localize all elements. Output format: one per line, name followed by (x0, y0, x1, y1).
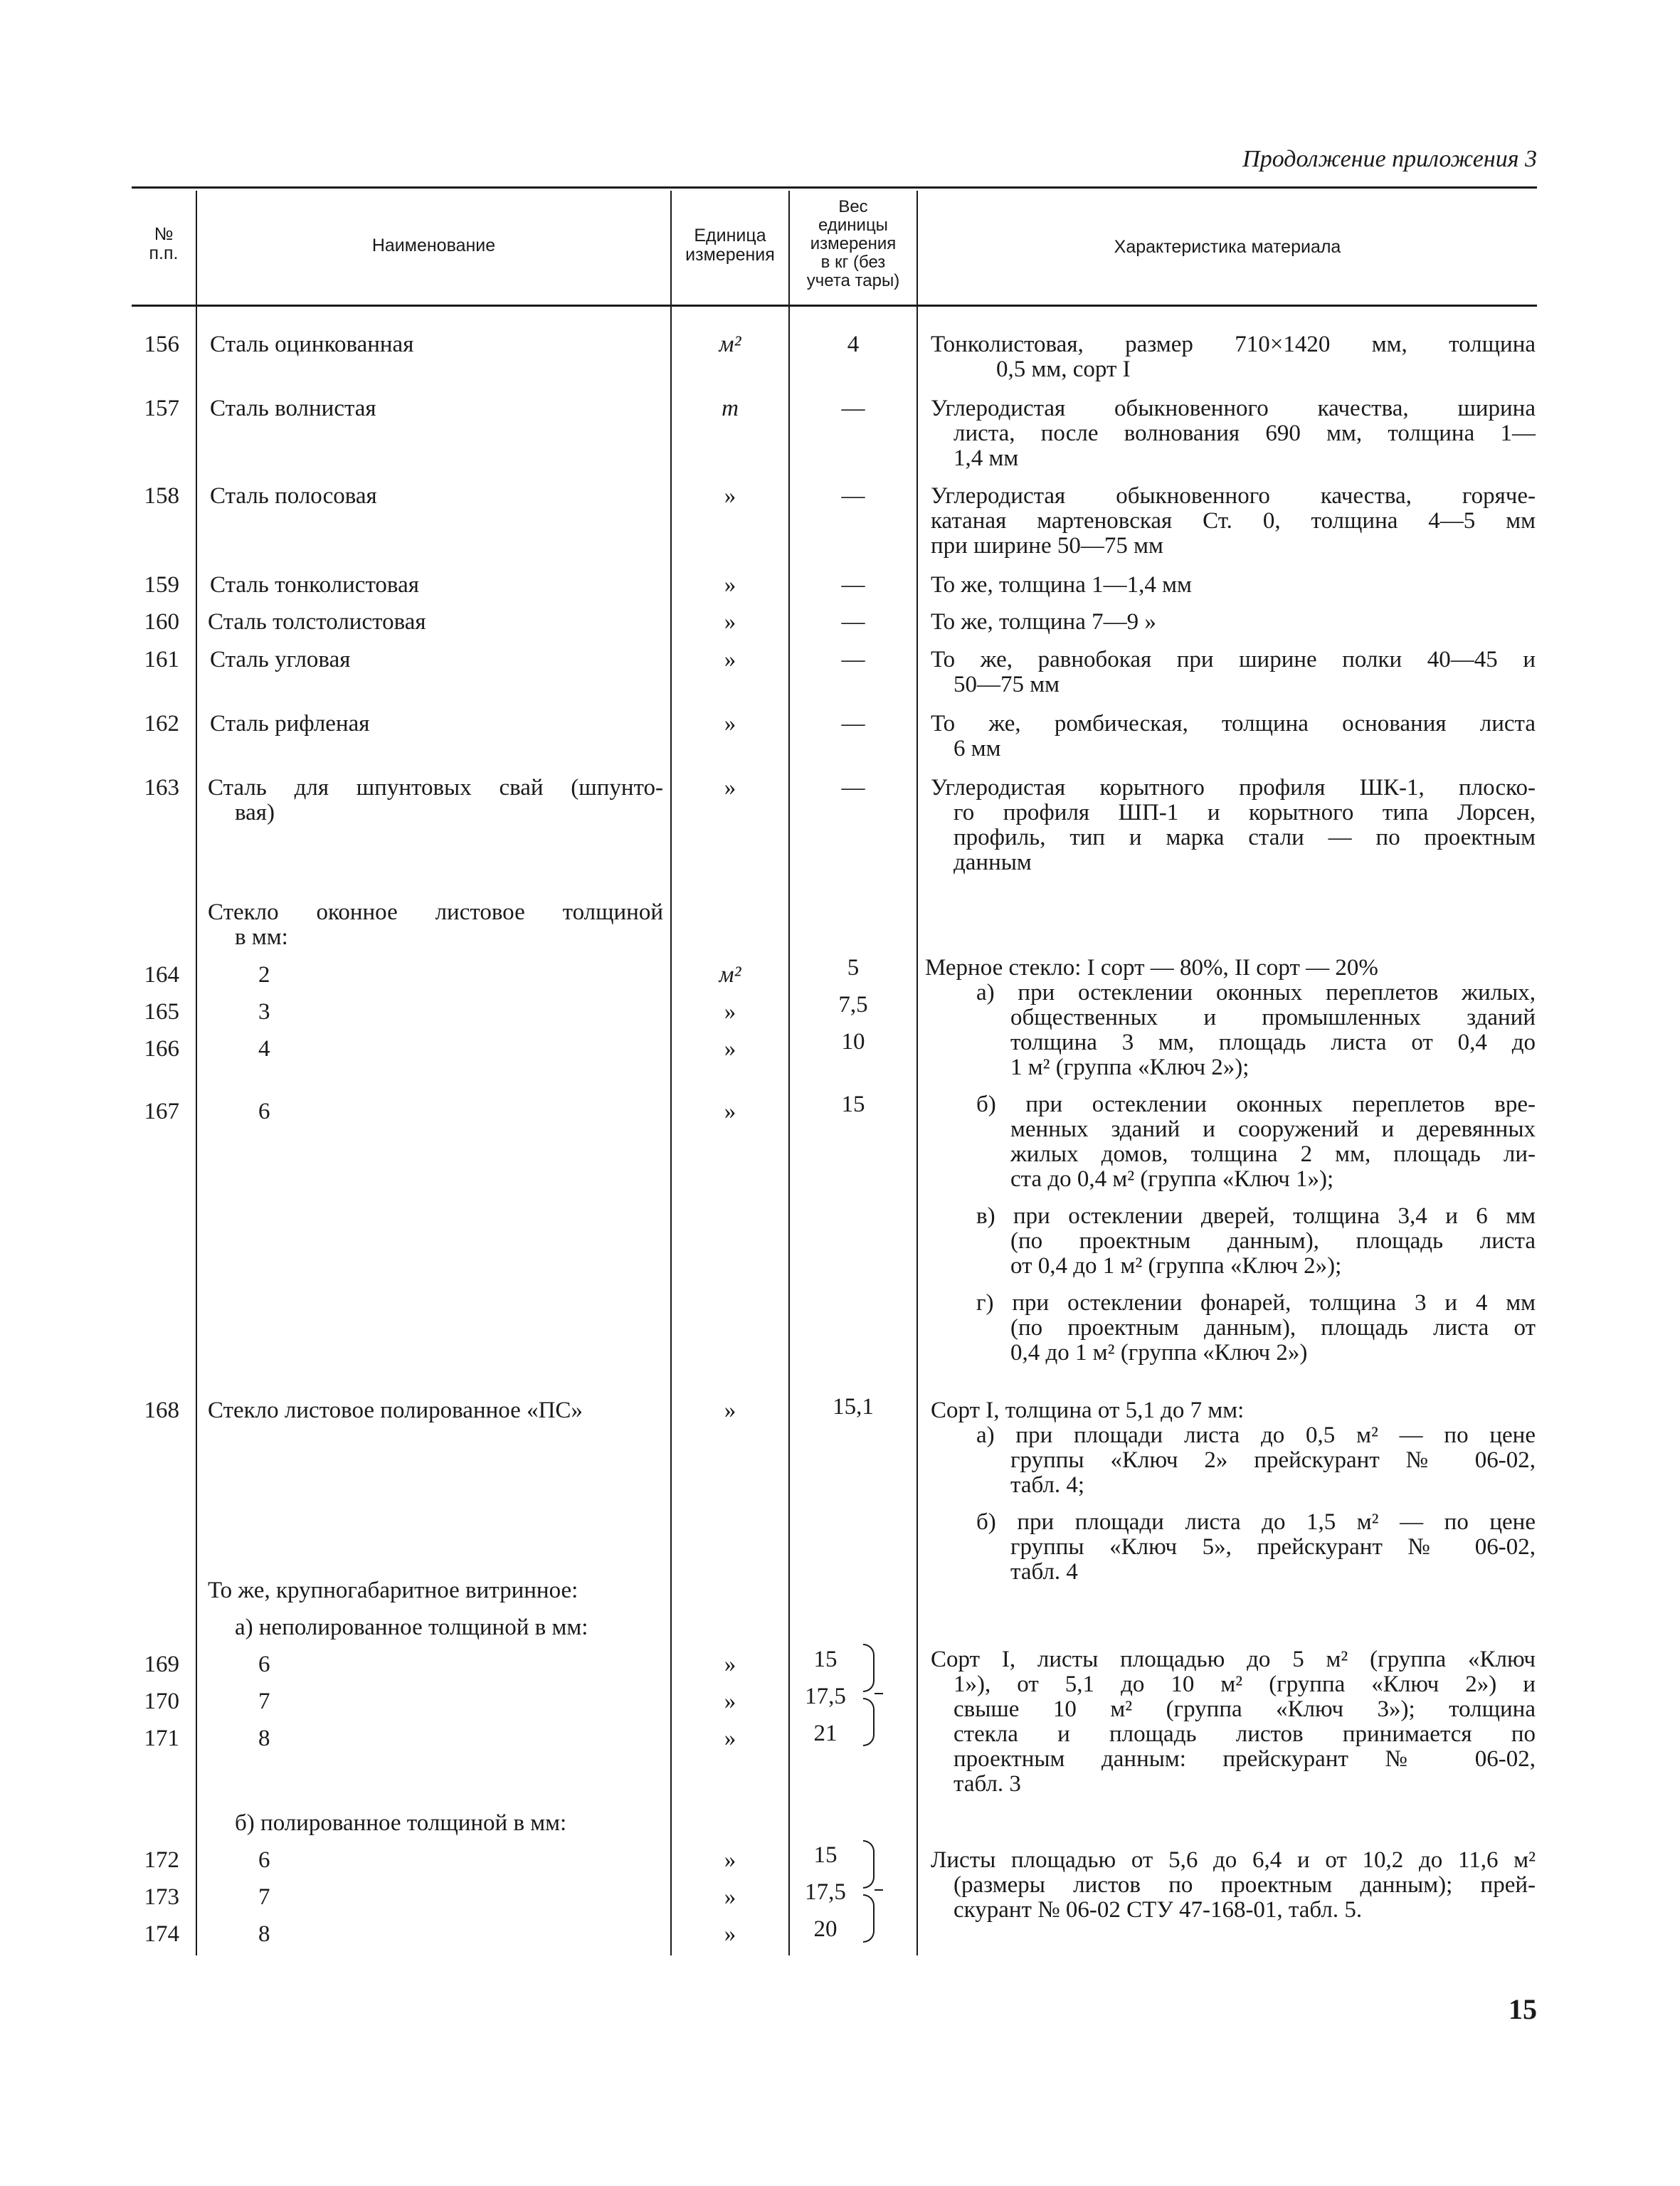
unit: » (724, 1652, 736, 1677)
characteristic-line: жилых домов, толщина 2 мм, площадь ли- (1010, 1141, 1536, 1167)
row-number: 173 (144, 1884, 179, 1910)
row-number: 162 (144, 711, 179, 736)
row-number: 157 (144, 396, 179, 421)
characteristic-line: Углеродистая обыкновенного качества, горяче- (931, 483, 1536, 509)
characteristic-line: табл. 4; (1010, 1472, 1085, 1498)
characteristic-line: 50—75 мм (953, 672, 1060, 697)
brace-tip (875, 1889, 883, 1891)
row-number: 165 (144, 999, 179, 1025)
column-header-unit: Единица измерения (685, 226, 775, 265)
unit: » (724, 999, 736, 1025)
unit: » (724, 1099, 736, 1124)
column-header-weight: Вес единицы измерения в кг (без учета тары) (806, 197, 900, 290)
table-top-rule (132, 186, 1537, 189)
row-number: 172 (144, 1847, 179, 1873)
unit: » (724, 711, 736, 736)
weight: 15 (813, 1647, 838, 1672)
brace-bracket (863, 1894, 875, 1943)
material-name: Сталь полосовая (210, 483, 377, 509)
unit: » (724, 1884, 736, 1910)
characteristic-line: Листы площадью от 5,6 до 6,4 и от 10,2 до 11,6 м² (931, 1847, 1536, 1873)
row-number: 158 (144, 483, 179, 509)
subgroup-heading: б) полированное толщиной в мм: (235, 1810, 567, 1836)
characteristic-line: Углеродистая обыкновенного качества, ширина (931, 396, 1536, 421)
unit: » (724, 1398, 736, 1423)
column-header-name: Наименование (371, 236, 496, 255)
characteristic-line: (по проектным данным), площадь листа (1010, 1228, 1536, 1254)
column-header-num: № п.п. (149, 224, 179, 263)
table-header-rule (132, 305, 1537, 307)
characteristic-line: листа, после волнования 690 мм, толщина 1— (953, 421, 1536, 446)
unit: » (724, 1921, 736, 1947)
weight: 17,5 (805, 1684, 846, 1709)
unit: т (722, 396, 739, 421)
characteristic-line: То же, ромбическая, толщина основания листа (931, 711, 1536, 736)
row-number: 166 (144, 1036, 179, 1062)
characteristic-line: ста до 0,4 м² (группа «Ключ 1»); (1010, 1166, 1334, 1192)
characteristic-line: То же, толщина 7—9 » (931, 609, 1156, 635)
characteristic-line: (по проектным данным), площадь листа от (1010, 1315, 1536, 1341)
continuation-header: Продолжение приложения 3 (1242, 146, 1537, 172)
characteristic-line: проектным данным: прейскурант № 06-02, (953, 1746, 1536, 1772)
weight: — (841, 647, 865, 672)
characteristic-line: в) при остеклении дверей, толщина 3,4 и 6 мм (976, 1203, 1536, 1229)
unit: » (724, 775, 736, 801)
weight: — (841, 572, 865, 598)
weight: — (841, 711, 865, 736)
weight: 7,5 (838, 992, 868, 1018)
weight: — (841, 483, 865, 509)
characteristic-line: 0,5 мм, сорт I (996, 357, 1131, 382)
characteristic-line: а) при площади листа до 0,5 м² — по цене (976, 1422, 1536, 1448)
material-name: Сталь оцинкованная (210, 332, 414, 357)
page-number: 15 (1509, 1993, 1537, 2025)
column-divider (916, 191, 918, 1955)
weight: 15,1 (833, 1394, 874, 1420)
brace-bracket (863, 1698, 875, 1746)
unit: м² (719, 332, 741, 357)
thickness: 6 (258, 1652, 270, 1677)
group-heading-cont: в мм: (235, 924, 288, 950)
material-name: Сталь толстолистовая (208, 609, 426, 635)
characteristic-line: данным (953, 850, 1032, 875)
material-name: Стекло листовое полированное «ПС» (208, 1398, 583, 1423)
brace-tip (875, 1693, 883, 1694)
row-number: 169 (144, 1652, 179, 1677)
weight: — (841, 396, 865, 421)
characteristic-line: 0,4 до 1 м² (группа «Ключ 2») (1010, 1340, 1308, 1366)
row-number: 171 (144, 1726, 179, 1751)
unit: » (724, 483, 736, 509)
characteristic-line: го профиля ШП-1 и корытного типа Лорсен, (953, 800, 1536, 825)
unit: м² (719, 962, 741, 988)
weight: — (841, 609, 865, 635)
row-number: 161 (144, 647, 179, 672)
characteristic-line: группы «Ключ 2» прейскурант № 06-02, (1010, 1447, 1536, 1473)
characteristic-line: Тонколистовая, размер 710×1420 мм, толщина (931, 332, 1536, 357)
row-number: 164 (144, 962, 179, 988)
characteristic-line: Углеродистая корытного профиля ШК-1, плоско- (931, 775, 1536, 801)
characteristic-line: стекла и площадь листов принимается по (953, 1721, 1536, 1747)
characteristic-line: общественных и промышленных зданий (1010, 1005, 1536, 1030)
characteristic-line: Мерное стекло: I сорт — 80%, II сорт — 20% (925, 955, 1378, 981)
group-heading: То же, крупногабаритное витринное: (208, 1578, 579, 1603)
weight: 20 (813, 1916, 838, 1942)
subgroup-heading: а) неполированное толщиной в мм: (235, 1615, 588, 1640)
characteristic-line: катаная мартеновская Ст. 0, толщина 4—5 мм (931, 508, 1536, 534)
material-name: Сталь рифленая (210, 711, 370, 736)
characteristic-line: толщина 3 мм, площадь листа от 0,4 до (1010, 1030, 1536, 1055)
material-name: Сталь для шпунтовых свай (шпунто- (208, 775, 663, 801)
thickness: 6 (258, 1099, 270, 1124)
characteristic-line: а) при остеклении оконных переплетов жилых, (976, 980, 1536, 1005)
characteristic-line: 1»), от 5,1 до 10 м² (группа «Ключ 2») и (953, 1672, 1536, 1697)
characteristic-line: от 0,4 до 1 м² (группа «Ключ 2»); (1010, 1253, 1342, 1279)
row-number: 168 (144, 1398, 179, 1423)
unit: » (724, 647, 736, 672)
characteristic-line: скурант № 06-02 СТУ 47-168-01, табл. 5. (953, 1897, 1363, 1923)
row-number: 174 (144, 1921, 179, 1947)
characteristic-line: 6 мм (953, 736, 1001, 761)
characteristic-line: То же, толщина 1—1,4 мм (931, 572, 1192, 598)
material-name: Сталь угловая (210, 647, 351, 672)
brace-bracket (863, 1644, 875, 1692)
characteristic-line: профиль, тип и марка стали — по проектным (953, 825, 1536, 850)
weight: 10 (841, 1029, 865, 1055)
group-heading: Стекло оконное листовое толщиной (208, 899, 663, 925)
thickness: 4 (258, 1036, 270, 1062)
thickness: 8 (258, 1921, 270, 1947)
characteristic-line: Сорт I, толщина от 5,1 до 7 мм: (931, 1398, 1245, 1423)
characteristic-line: б) при остеклении оконных переплетов вре- (976, 1092, 1536, 1117)
unit: » (724, 572, 736, 598)
weight: 15 (813, 1842, 838, 1868)
weight: 5 (847, 955, 860, 981)
characteristic-line: табл. 3 (953, 1771, 1021, 1797)
thickness: 7 (258, 1689, 270, 1714)
characteristic-line: табл. 4 (1010, 1559, 1078, 1585)
characteristic-line: 1 м² (группа «Ключ 2»); (1010, 1055, 1250, 1080)
thickness: 6 (258, 1847, 270, 1873)
unit: » (724, 1847, 736, 1873)
thickness: 2 (258, 962, 270, 988)
characteristic-line: Сорт I, листы площадью до 5 м² (группа «Ключ (931, 1647, 1536, 1672)
weight: 4 (847, 332, 860, 357)
row-number: 167 (144, 1099, 179, 1124)
characteristic-line: То же, равнобокая при ширине полки 40—45 и (931, 647, 1536, 672)
characteristic-line: группы «Ключ 5», прейскурант № 06-02, (1010, 1534, 1536, 1560)
thickness: 8 (258, 1726, 270, 1751)
material-name: Сталь волнистая (210, 396, 376, 421)
unit: » (724, 609, 736, 635)
row-number: 170 (144, 1689, 179, 1714)
unit: » (724, 1689, 736, 1714)
weight: 21 (813, 1721, 838, 1746)
characteristic-line: при ширине 50—75 мм (931, 533, 1163, 559)
unit: » (724, 1726, 736, 1751)
thickness: 7 (258, 1884, 270, 1910)
row-number: 160 (144, 609, 179, 635)
characteristic-line: менных зданий и сооружений и деревянных (1010, 1116, 1536, 1142)
brace-bracket (863, 1840, 875, 1889)
weight: 15 (841, 1092, 865, 1117)
weight: — (841, 775, 865, 801)
row-number: 163 (144, 775, 179, 801)
material-name-cont: вая) (235, 800, 275, 825)
characteristic-line: г) при остеклении фонарей, толщина 3 и 4 мм (976, 1290, 1536, 1316)
characteristic-line: б) при площади листа до 1,5 м² — по цене (976, 1509, 1536, 1535)
row-number: 156 (144, 332, 179, 357)
unit: » (724, 1036, 736, 1062)
row-number: 159 (144, 572, 179, 598)
characteristic-line: (размеры листов по проектным данным); прей- (953, 1872, 1536, 1898)
column-divider (196, 191, 197, 1955)
characteristic-line: свыше 10 м² (группа «Ключ 3»); толщина (953, 1696, 1536, 1722)
characteristic-line: 1,4 мм (953, 445, 1019, 471)
thickness: 3 (258, 999, 270, 1025)
column-header-characteristic: Характеристика материала (1114, 237, 1341, 257)
weight: 17,5 (805, 1879, 846, 1905)
material-name: Сталь тонколистовая (210, 572, 419, 598)
